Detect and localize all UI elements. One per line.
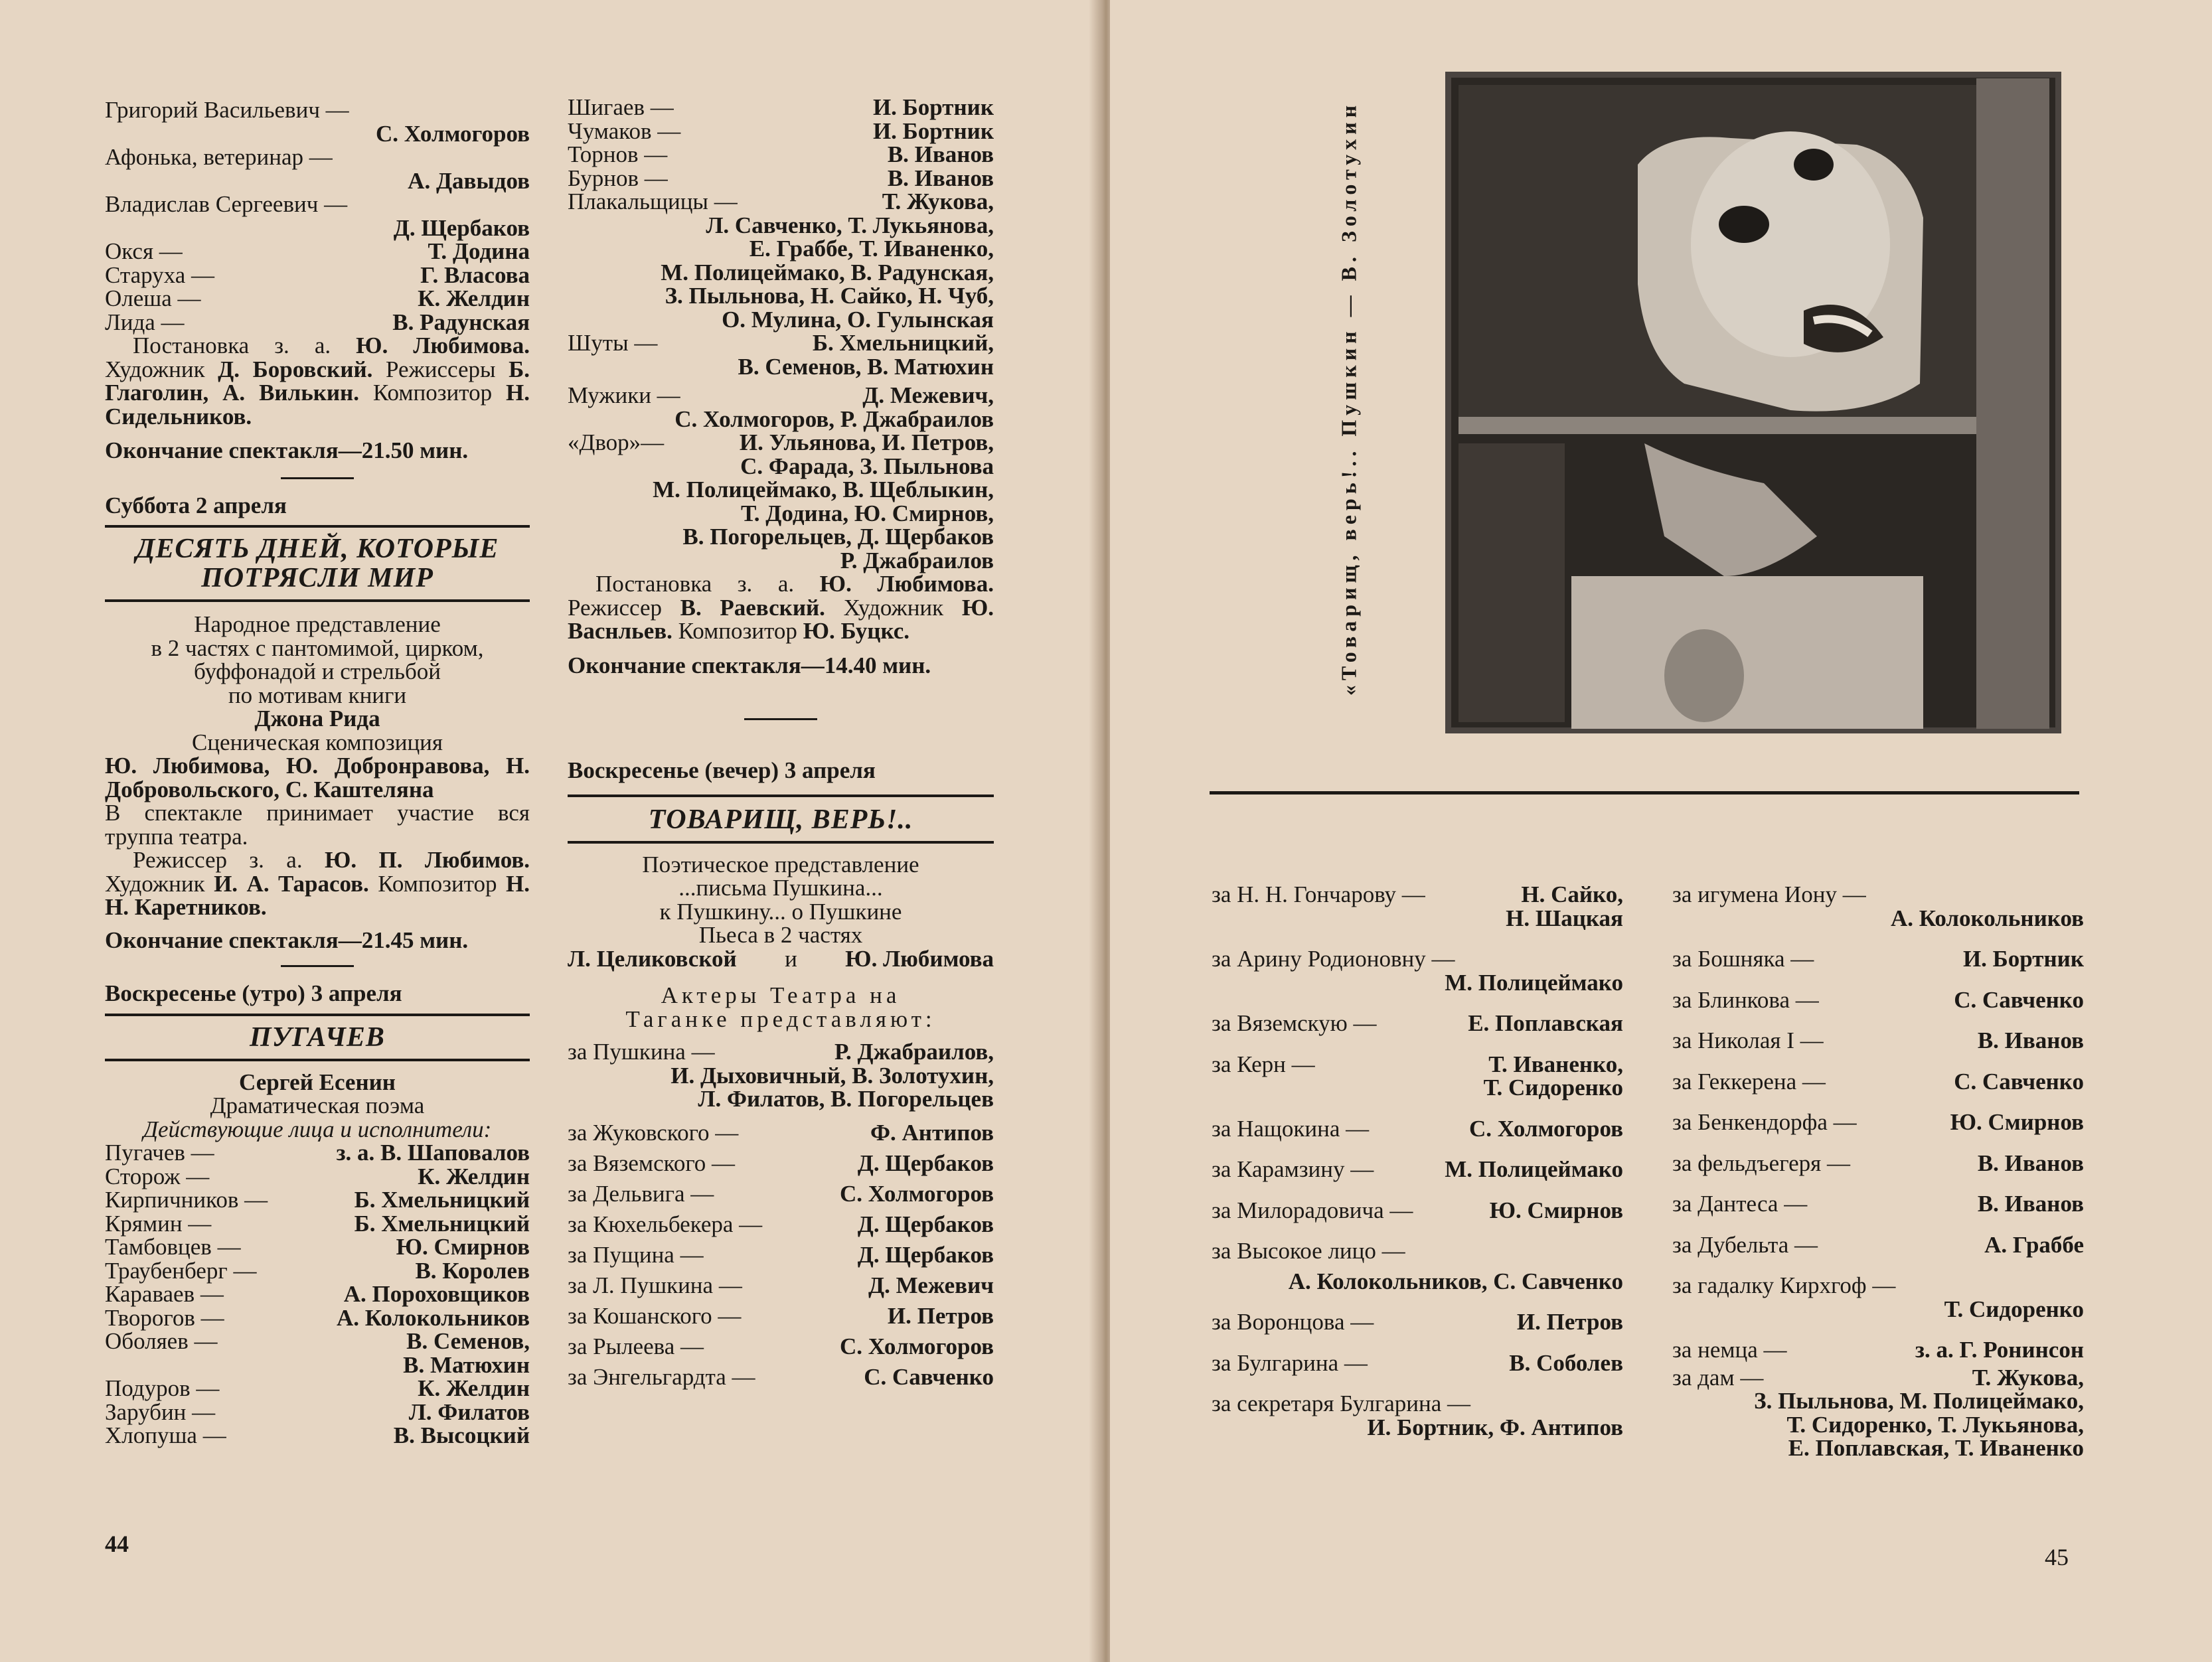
rule: [568, 794, 994, 797]
cast-entry: за Бошняка — И. Бортник: [1672, 946, 2084, 972]
divider: [281, 477, 354, 479]
play-title: ПУГАЧЕВ: [250, 1021, 385, 1053]
cast-entry: за Вяземского — Д. Щербаков: [568, 1150, 994, 1176]
play-title: ТОВАРИЩ, ВЕРЬ!..: [648, 804, 913, 835]
cast-header: Действующие лица и исполнители:: [143, 1116, 492, 1142]
cast-entry: «Двор»— И. Ульянова, И. Петров,: [568, 429, 994, 455]
cast-entry: Зарубин — Л. Филатов: [105, 1398, 530, 1425]
cast-entry: за Бенкендорфа — Ю. Смирнов: [1672, 1109, 2084, 1135]
cast-entry: за Милорадовича — Ю. Смирнов: [1212, 1197, 1623, 1223]
date-heading: Суббота 2 апреля: [105, 492, 287, 518]
cast-entry: Тамбовцев — Ю. Смирнов: [105, 1234, 530, 1260]
cast-entry: Мужики — Д. Межевич,: [568, 382, 994, 408]
date-heading: Воскресенье (вечер) 3 апреля: [568, 757, 876, 783]
rule: [105, 599, 530, 602]
date-heading: Воскресенье (утро) 3 апреля: [105, 980, 402, 1006]
cast-entry: за Энгельгардта — С. Савченко: [568, 1363, 994, 1390]
cast-entry: за дам — Т. Жукова, З. Пыльнова, М. Полицеймако, Т. Сидоренко, Т. Лукьянова, Е. Поплавская, Т. Иваненко: [1672, 1364, 2084, 1461]
cast-entry: за секретаря Булгарина — И. Бортник, Ф. Антипов: [1212, 1391, 1623, 1440]
right-page: [1110, 0, 2212, 1662]
cast-entry: Владислав Сергеевич — Д. Щербаков: [105, 191, 530, 241]
cast-entry: Бурнов — В. Иванов: [568, 165, 994, 191]
cast-entry: за Нащокина — С. Холмогоров: [1212, 1115, 1623, 1142]
left-column-1: [105, 98, 530, 1448]
rule: [1210, 791, 2079, 794]
cast-list: [568, 1118, 994, 1393]
cast-entry: за Высокое лицо — А. Колокольников, С. Савченко: [1212, 1238, 1623, 1294]
cast-entry: Творогов — А. Колокольников: [105, 1304, 530, 1331]
rule: [105, 525, 530, 528]
cast-entry: за Дубельта — А. Граббе: [1672, 1231, 2084, 1258]
right-column-2: [1672, 883, 2084, 1460]
cast-actor-continued: В. Семенов, В. Матюхин: [738, 353, 994, 380]
play-genre: Драматическая поэма: [210, 1093, 425, 1118]
play-title: ДЕСЯТЬ ДНЕЙ, КОТОРЫЕ ПОТРЯСЛИ МИР: [135, 534, 499, 593]
photo-illustration: [1445, 72, 2061, 733]
composition-names: Ю. Любимова, Ю. Добронравова, Н. Добровольского, С. Каштеляна: [105, 753, 530, 802]
cast-entry: за Блинкова — С. Савченко: [1672, 986, 2084, 1013]
troupe-note: В спектакле принимает участие вся труппа театра.: [105, 800, 530, 850]
page-number: 44: [105, 1531, 129, 1557]
cast-entry: Пугачев — з. а. В. Шаповалов: [105, 1140, 530, 1166]
cast-entry: Оболяев — В. Семенов,: [105, 1328, 530, 1354]
cast-entry: за Воронцова — И. Петров: [1212, 1309, 1623, 1335]
cast-entry: Сторож — К. Желдин: [105, 1163, 530, 1189]
cast-entry: Афонька, ветеринар — А. Давыдов: [105, 144, 530, 194]
cast-entry: за Л. Пушкина — Д. Межевич: [568, 1272, 994, 1298]
left-column-2: [568, 96, 994, 1393]
cast-entry: за игумена Иону — А. Колокольников: [1672, 881, 2084, 931]
cast-entry: за Геккерена — С. Савченко: [1672, 1068, 2084, 1095]
cast-entry: за Дантеса — В. Иванов: [1672, 1191, 2084, 1217]
cast-entry: за Кошанского — И. Петров: [568, 1302, 994, 1329]
cast-entry: Торнов — В. Иванов: [568, 141, 994, 167]
cast-entry: за Жуковского — Ф. Антипов: [568, 1119, 994, 1146]
cast-entry: за Кюхельбекера — Д. Щербаков: [568, 1211, 994, 1237]
cast-list-continued: Л. Савченко, Т. Лукьянова, Е. Граббе, Т. Иваненко, М. Полицеймако, В. Радунская, З. Пыльнова, Н. Сайко, Н. Чуб, О. Мулина, О. Гулынская: [661, 212, 994, 333]
end-time: Окончание спектакля—14.40 мин.: [568, 652, 931, 678]
cast-entry: за Пущина — Д. Щербаков: [568, 1241, 994, 1268]
cast-entry: за Пушкина — Р. Джабраилов,: [568, 1039, 994, 1065]
cast-entry: Григорий Васильевич — С. Холмогоров: [105, 97, 530, 147]
cast-entry: за Булгарина — В. Соболев: [1212, 1349, 1623, 1376]
cast-entry: Лида — В. Радунская: [105, 309, 530, 335]
cast-entry: за немца — з. а. Г. Ронинсон: [1672, 1337, 2084, 1363]
page-number: 45: [2045, 1544, 2069, 1570]
cast-entry: Кирпичников — Б. Хмельницкий: [105, 1187, 530, 1213]
cast-entry: Подуров — К. Желдин: [105, 1375, 530, 1401]
cast-entry: за Н. Н. Гончарову — Н. Сайко, Н. Шацкая: [1212, 881, 1623, 931]
cast-entry: за Керн — Т. Иваненко, Т. Сидоренко: [1212, 1051, 1623, 1100]
left-page: [0, 0, 1102, 1662]
cast-entry: за Вяземскую — Е. Поплавская: [1212, 1010, 1623, 1036]
cast-list-continued: С. Фарада, З. Пыльнова М. Полицеймако, В. Щеблыкин, Т. Додина, Ю. Смирнов, В. Погорельцев, Д. Щербаков Р. Джабраилов: [653, 453, 994, 573]
cast-entry: за Рылеева — С. Холмогоров: [568, 1333, 994, 1359]
cast-entry: за Дельвига — С. Холмогоров: [568, 1180, 994, 1207]
cast-entry: Окся — Т. Додина: [105, 238, 530, 264]
cast-list-continued: И. Дыховичный, В. Золотухин, Л. Филатов, В. Погорельцев: [671, 1062, 994, 1112]
rule: [105, 1059, 530, 1061]
cast-entry: Караваев — А. Пороховщиков: [105, 1281, 530, 1307]
play-author: Сергей Есенин: [239, 1069, 396, 1095]
cast-entry: Крямин — Б. Хмельницкий: [105, 1210, 530, 1237]
cast-entry: Старуха — Г. Власова: [105, 262, 530, 288]
cast-entry: за Николая I — В. Иванов: [1672, 1027, 2084, 1053]
cast-entry: за фельдъегеря — В. Иванов: [1672, 1150, 2084, 1176]
cast-entry: Плакальщицы — Т. Жукова,: [568, 189, 994, 214]
production-credits: Постановка з. а. Ю. Любимова. Художник Д. Боровский. Режиссеры Б. Глаголин, А. Вилькин. Композитор Н. Сидельников.: [105, 333, 530, 429]
actors-intro: Актеры Театра на Таганке представляют:: [625, 982, 936, 1032]
end-time: Окончание спектакля—21.50 мин.: [105, 437, 469, 463]
cast-entry: Хлопуша — В. Высоцкий: [105, 1422, 530, 1448]
photo-caption: «Товарищ, верь!.. Пушкин — В. Золотухин: [1336, 100, 1361, 696]
play-authors: Л. Целиковской и Ю. Любимова: [568, 945, 994, 972]
cast-entry: Шуты — Б. Хмельницкий,: [568, 330, 994, 356]
cast-entry: за Арину Родионовну — М. Полицеймако: [1212, 946, 1623, 996]
cast-entry: за гадалку Кирхгоф — Т. Сидоренко: [1672, 1272, 2084, 1322]
cast-entry: Олеша — К. Желдин: [105, 285, 530, 311]
production-credits: Режиссер з. а. Ю. П. Любимов. Художник И. А. Тарасов. Композитор Н. Н. Каретников.: [105, 847, 530, 920]
cast-actor-continued: С. Холмогоров, Р. Джабраилов: [674, 406, 994, 432]
play-description: Поэтическое представление ...письма Пушкина... к Пушкину... о Пушкине Пьеса в 2 частях: [642, 851, 919, 948]
rule: [568, 841, 994, 844]
rule: [105, 1014, 530, 1016]
production-photo: [1445, 72, 2061, 733]
end-time: Окончание спектакля—21.45 мин.: [105, 927, 469, 953]
production-credits: Постановка з. а. Ю. Любимова. Режиссер В. Раевский. Художник Ю. Васнльев. Композитор Ю. Буцкс.: [568, 571, 994, 644]
divider: [744, 718, 817, 720]
play-description: Народное представление в 2 частях с пантомимой, цирком, буффонадой и стрельбой по мотивам книги Джона Рида Сценическая композиция: [151, 611, 484, 755]
divider: [281, 965, 354, 967]
right-column-1: [1212, 883, 1623, 1456]
cast-actor-continued: В. Матюхин: [403, 1351, 530, 1378]
cast-entry: Чумаков — И. Бортник: [568, 117, 994, 144]
cast-entry: за Карамзину — М. Полицеймако: [1212, 1156, 1623, 1182]
cast-entry: Шигаев — И. Бортник: [568, 94, 994, 120]
cast-entry: Траубенберг — В. Королев: [105, 1257, 530, 1284]
